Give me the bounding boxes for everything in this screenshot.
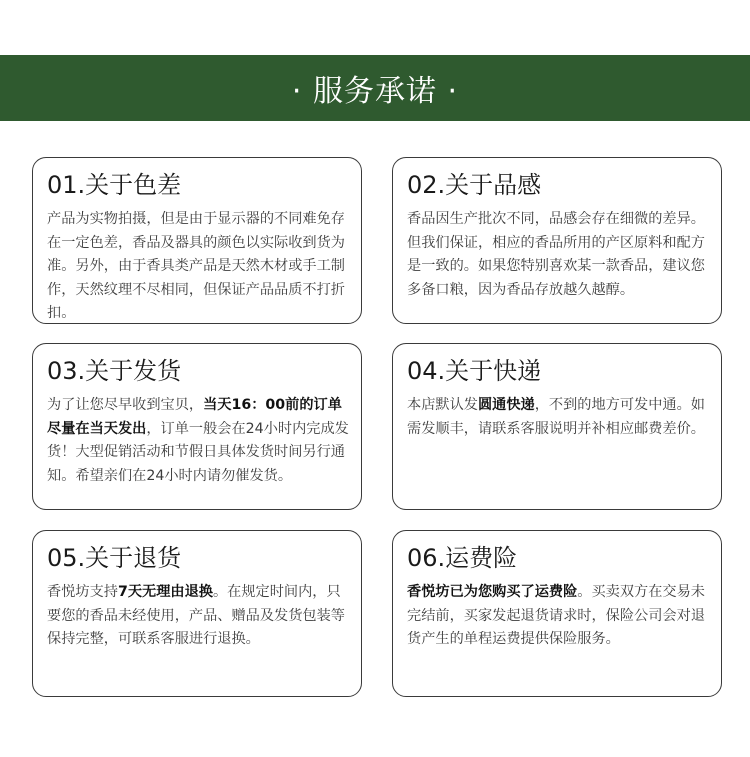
card-courier (392, 343, 722, 510)
card-body (407, 581, 709, 652)
card-body-text: 产品为实物拍摄，但是由于显示器的不同难免存在一定色差，香品及器具的颜色以实际收到货为准。另外，由于香具类产品是天然木材或手工制作，天然纹理不尽相同，但保证产品品质不打折扣。 (47, 211, 345, 321)
card-title: 03.关于发货 (47, 357, 182, 385)
card-body (407, 394, 709, 441)
card-returns (32, 530, 362, 697)
card-body-text: 香悦坊支持 (47, 584, 118, 600)
card-title: 06.运费险 (407, 544, 518, 572)
card-body-text: 。在规定时间内，只要您的香品未经使用，产品、赠品及发货包装等保持完整，可联系客服进行退换。 (47, 584, 345, 647)
card-body-highlight: 圆通快递 (477, 397, 535, 413)
card-body (47, 208, 349, 326)
card-body (407, 208, 709, 302)
card-body (47, 581, 349, 652)
card-body-text: 香品因生产批次不同，品感会存在细微的差异。但我们保证，相应的香品所用的产区原料和配方是一致的。如果您特别喜欢某一款香品，建议您多备口粮，因为香品存放越久越醇。 (407, 211, 705, 298)
card-body (47, 394, 349, 488)
card-body-text: 。买卖双方在交易未完结前，买家发起退货请求时，保险公司会对退货产生的单程运费提供保险服务。 (407, 584, 705, 647)
card-body-text: ，不到的地方可发中通。如需发顺丰，请联系客服说明并补相应邮费差价。 (407, 397, 705, 437)
card-title: 05.关于退货 (47, 544, 182, 572)
page-title: · 服务承诺 · (291, 74, 459, 109)
card-body-text: 本店默认发 (407, 397, 478, 413)
card-title: 01.关于色差 (47, 171, 182, 199)
header-banner (0, 55, 750, 121)
card-body-text: 为了让您尽早收到宝贝， (47, 397, 204, 413)
card-taste (392, 157, 722, 324)
card-color-difference (32, 157, 362, 324)
card-body-highlight: 7天无理由退换 (117, 584, 213, 600)
card-shipping-insurance (392, 530, 722, 697)
card-shipping (32, 343, 362, 510)
card-body-highlight: 香悦坊已为您购买了运费险 (407, 584, 578, 600)
card-body-text: ，订单一般会在24小时内完成发货！大型促销活动和节假日具体发货时间另行通知。希望亲们在24小时内请勿催发货。 (47, 420, 349, 484)
card-body-highlight: 当天16：00前的订单尽量在当天发出 (47, 397, 342, 437)
card-title: 02.关于品感 (407, 171, 542, 199)
card-title: 04.关于快递 (407, 357, 542, 385)
